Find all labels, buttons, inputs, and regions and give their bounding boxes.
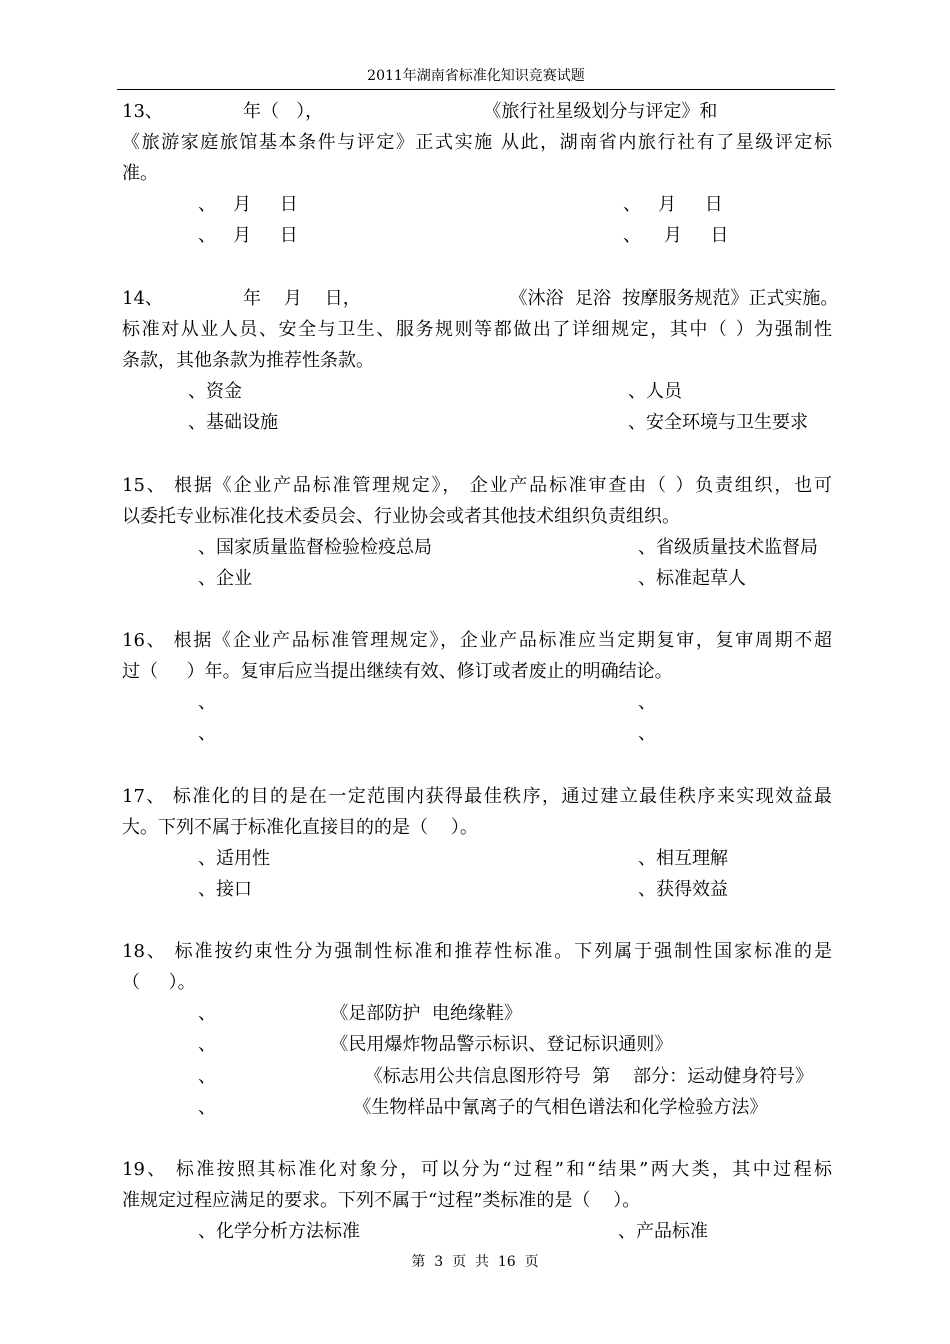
question-18-option-c: 、 《标志用公共信息图形符号 第 部分：运动健身符号》 [198,1066,814,1087]
question-14-line-2: 标准对从业人员、安全与卫生、服务规则等都做出了详细规定，其中（ ）为强制性 [122,319,832,340]
question-17-option-b: 、相互理解 [638,848,728,869]
question-13-line-1: 13、 年（ ）， 《旅行社星级划分与评定》和 [122,101,718,122]
question-15-option-d: 、标准起草人 [638,568,746,589]
question-14-option-a: 、资金 [188,381,242,402]
question-15-option-a: 、国家质量监督检验检疫总局 [198,537,432,558]
question-13-line-3: 准。 [122,163,158,184]
question-19-option-b: 、产品标准 [618,1221,708,1242]
question-16-option-b: 、 [638,692,656,713]
question-15-line-1: 15、 根据《企业产品标准管理规定》， 企业产品标准审查由（ ）负责组织，也可 [122,475,832,496]
question-14-line-3: 条款，其他条款为推荐性条款。 [122,350,374,371]
question-17-option-d: 、获得效益 [638,879,728,900]
question-16-option-d: 、 [638,723,656,744]
question-19-line-2: 准规定过程应满足的要求。下列不属于“过程”类标准的是（ ）。 [122,1190,641,1211]
question-18-option-b: 、 《民用爆炸物品警示标识、登记标识通则》 [198,1034,673,1055]
question-17-line-2: 大。下列不属于标准化直接目的的是（ ）。 [122,817,478,838]
question-16-option-c: 、 [198,723,216,744]
header-divider [117,89,835,90]
page-header: 2011年湖南省标准化知识竞赛试题 [367,68,585,84]
question-14-line-1: 14、 年 月 日， 《沐浴 足浴 按摩服务规范》正式实施。 [122,288,839,309]
question-18-option-d: 、 《生物样品中氰离子的气相色谱法和化学检验方法》 [198,1097,768,1118]
question-18-option-a: 、 《足部防护 电绝缘鞋》 [198,1003,522,1024]
question-17-line-1: 17、 标准化的目的是在一定范围内获得最佳秩序，通过建立最佳秩序来实现效益最 [122,786,832,807]
question-15-option-b: 、省级质量技术监督局 [638,537,818,558]
question-18-line-2: （ ）。 [122,972,196,993]
question-13-option-c: 、 月 日 [198,225,298,246]
question-19-option-a: 、化学分析方法标准 [198,1221,360,1242]
question-19-line-1: 19、 标准按照其标准化对象分，可以分为“过程”和“结果”两大类，其中过程标 [122,1159,832,1180]
question-16-line-1: 16、 根据《企业产品标准管理规定》，企业产品标准应当定期复审，复审周期不超 [122,630,832,651]
question-18-line-1: 18、 标准按约束性分为强制性标准和推荐性标准。下列属于强制性国家标准的是 [122,941,832,962]
question-14-option-d: 、安全环境与卫生要求 [628,412,808,433]
question-15-line-2: 以委托专业标准化技术委员会、行业协会或者其他技术组织负责组织。 [122,506,680,527]
question-16-line-2: 过（ ）年。复审后应当提出继续有效、修订或者废止的明确结论。 [122,661,673,682]
question-17-option-c: 、接口 [198,879,252,900]
question-13-line-2: 《旅游家庭旅馆基本条件与评定》正式实施 从此，湖南省内旅行社有了星级评定标 [122,132,832,153]
question-15-option-c: 、企业 [198,568,252,589]
question-14-option-c: 、基础设施 [188,412,278,433]
question-13-option-a: 、 月 日 [198,194,298,215]
question-16-option-a: 、 [198,692,216,713]
question-14-option-b: 、人员 [628,381,682,402]
page-number: 第 3 页 共 16 页 [411,1254,539,1270]
question-13-option-b: 、 月 日 [623,194,723,215]
question-13-option-d: 、 月 日 [623,225,729,246]
question-17-option-a: 、适用性 [198,848,270,869]
